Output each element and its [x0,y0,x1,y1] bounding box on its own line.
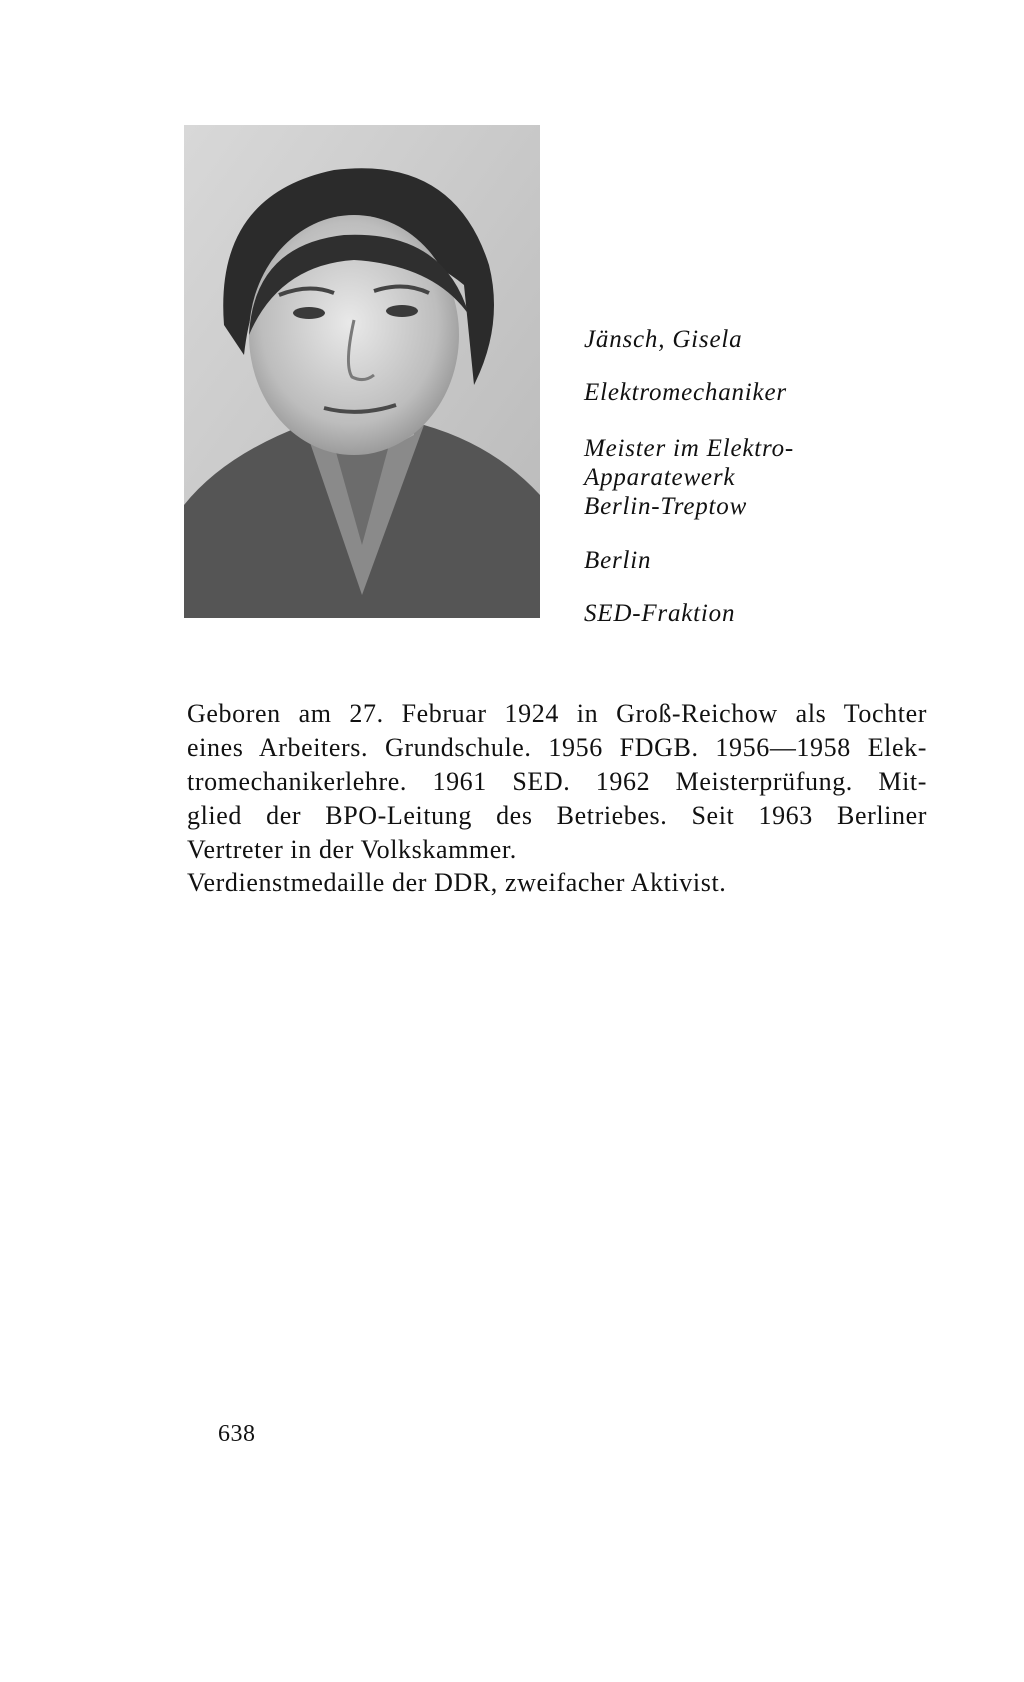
biography-paragraph [187,697,927,867]
honors-text: Verdienstmedaille der DDR, zweifacher Aktivist. [187,868,727,897]
faction: SED-Fraktion [584,600,736,627]
profession: Elektromechaniker [584,379,787,406]
biography-line: Geboren am 27. Februar 1924 in Groß-Reichow als Tochter [187,699,927,728]
constituency: Berlin [584,547,652,574]
biography-line: glied der BPO-Leitung des Betriebes. Seit 1963 Berliner [187,801,927,830]
portrait-photo-icon [184,125,540,618]
position-line: Meister im Elektro- [584,435,795,462]
biography-line: Vertreter in der Volkskammer. [187,835,517,864]
position-line: Apparatewerk [584,464,736,491]
caption-block [584,325,914,628]
biography-line: tromechanikerlehre. 1961 SED. 1962 Meisterprüfung. Mit- [187,767,927,796]
portrait-photo [184,125,540,618]
page-number: 638 [218,1421,256,1447]
biography-line: eines Arbeiters. Grundschule. 1956 FDGB. 1956—1958 Elek- [187,733,927,762]
person-name: Jänsch, Gisela [584,326,743,353]
position-line: Berlin-Treptow [584,493,748,520]
